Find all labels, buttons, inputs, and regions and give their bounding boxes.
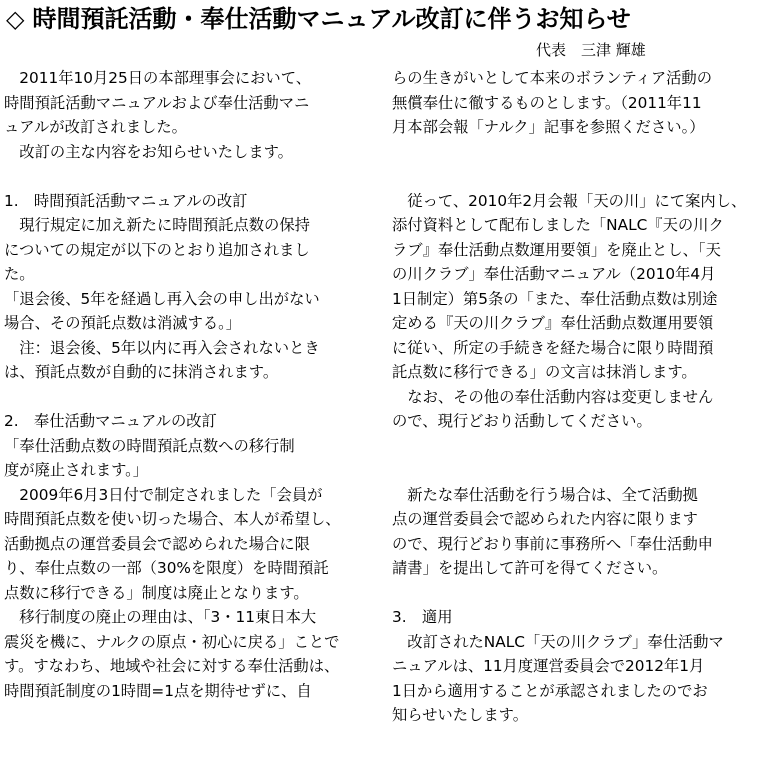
text-line: ニュアルは、11月度運営委員会で2012年1月	[392, 657, 705, 675]
text-line: 活動拠点の運営委員会で認められた場合に限	[4, 534, 310, 553]
text-line: た。	[4, 265, 35, 283]
text-line: 移行制度の廃止の理由は、「3・11東日本大	[4, 608, 317, 626]
text-line: 知らせいたします。	[392, 706, 528, 724]
text-line	[392, 164, 758, 189]
text-line: 月本部会報「ナルク」記事を参照ください。）	[392, 118, 705, 136]
text-line: 現行規定に加え新たに時間預託点数の保持	[4, 216, 310, 234]
text-line: なお、その他の奉仕活動内容は変更しません	[392, 387, 714, 406]
text-line: らの生きがいとして本来のボランティア活動の	[392, 69, 713, 87]
text-line: 「退会後、5年を経過し再入会の申し出がない	[4, 289, 320, 308]
text-line: 注：退会後、5年以内に再入会されないとき	[4, 338, 320, 357]
text-line: に従い、所定の手続きを経た場合に限り時間預	[392, 338, 714, 357]
text-line: 従って、2010年2月会報「天の川」にて案内し、	[392, 191, 747, 210]
text-line: についての規定が以下のとおり追加されまし	[4, 240, 310, 259]
text-line: 1. 時間預託活動マニュアルの改訂	[4, 191, 248, 210]
text-line	[4, 164, 376, 189]
diamond-icon: ◇	[6, 5, 25, 33]
text-line: 2011年10月25日の本部理事会において、	[4, 69, 312, 87]
text-line: り、奉仕点数の一部（30%を限度）を時間預託	[4, 559, 329, 577]
text-line: 新たな奉仕活動を行う場合は、全て活動拠	[392, 485, 698, 504]
text-line: ラブ』奉仕活動点数運用要領」を廃止とし、「天	[392, 240, 721, 259]
text-line: 時間預託活動マニュアルおよび奉仕活動マニ	[4, 93, 310, 112]
text-line: 無償奉仕に徹するものとします。（2011年11	[392, 93, 702, 112]
text-line: 3. 適用	[392, 608, 453, 626]
text-line: す。すなわち、地域や社会に対する奉仕活動は、	[4, 657, 340, 675]
text-line: 1日制定）第5条の「また、奉仕活動点数は別途	[392, 289, 718, 308]
text-line: 1日から適用することが承認されましたのでお	[392, 681, 708, 700]
text-line: 場合、その預託点数は消滅する。」	[4, 314, 242, 332]
text-line: は、預託点数が自動的に抹消されます。	[4, 363, 279, 381]
text-line: 時間預託点数を使い切った場合、本人が希望し、	[4, 510, 341, 528]
text-line: 時間預託制度の1時間=1点を期待せずに、自	[4, 681, 312, 700]
text-line: 請書」を提出して許可を得てください。	[392, 559, 668, 577]
text-line: 「奉仕活動点数の時間預託点数への移行制	[4, 436, 295, 455]
text-line: 2009年6月3日付で制定されました「会員が	[4, 485, 323, 504]
title-text: 時間預託活動・奉仕活動マニュアル改訂に伴うお知らせ	[32, 5, 631, 33]
text-line: 定める『天の川クラブ』奉仕活動点数運用要領	[392, 314, 714, 332]
text-line	[392, 434, 758, 459]
text-line: 改訂の主な内容をお知らせいたします。	[4, 142, 293, 161]
text-line	[4, 385, 376, 410]
text-line	[392, 458, 758, 483]
text-line: 託点数に移行できる」の文言は抹消します。	[392, 363, 697, 381]
text-line: の川クラブ」奉仕活動マニュアル（2010年4月	[392, 265, 716, 283]
text-line: 点数に移行できる」制度は廃止となります。	[4, 583, 309, 602]
text-line: 改訂されたNALC「天の川クラブ」奉仕活動マ	[392, 632, 724, 651]
author-line: 代表 三津 輝雄	[536, 41, 646, 59]
page-title	[6, 2, 756, 36]
text-line: 点の運営委員会で認められた内容に限ります	[392, 510, 698, 528]
text-line: ので、現行どおり事前に事務所へ「奉仕活動申	[392, 534, 713, 553]
text-line: ュアルが改訂されました。	[4, 118, 187, 136]
text-line: 度が廃止されます。」	[4, 461, 149, 479]
left-column	[4, 66, 376, 703]
text-line	[392, 140, 758, 165]
text-line: ので、現行どおり活動してください。	[392, 412, 652, 430]
text-line	[392, 581, 758, 606]
text-line: 2. 奉仕活動マニュアルの改訂	[4, 412, 217, 430]
text-line: 添付資料として配布しました「NALC『天の川ク	[392, 216, 724, 234]
text-line: 震災を機に、ナルクの原点・初心に戻る」ことで	[4, 632, 340, 651]
right-column	[392, 66, 758, 728]
